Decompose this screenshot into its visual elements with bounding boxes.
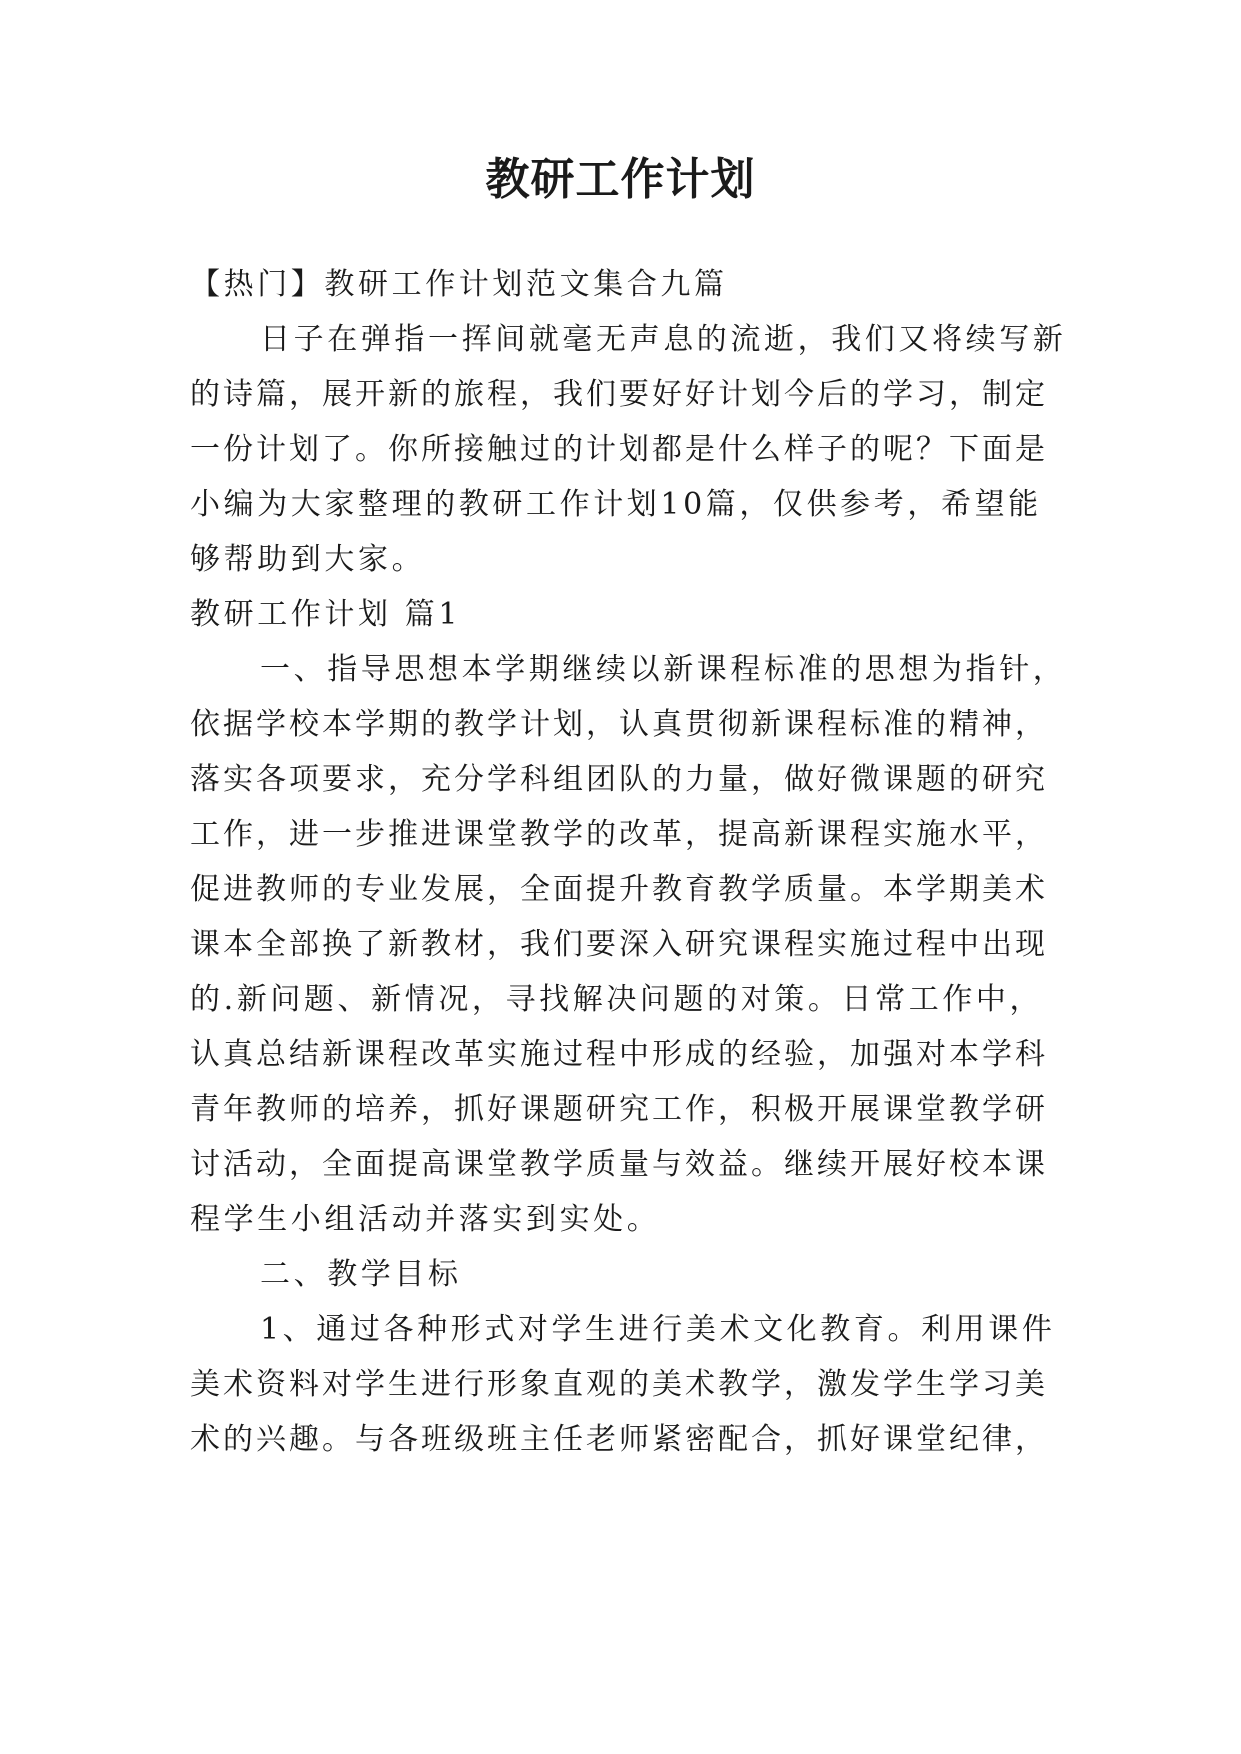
- text-line: 够帮助到大家。: [190, 542, 426, 577]
- text-line: 的诗篇，展开新的旅程，我们要好好计划今后的学习，制定: [190, 377, 1048, 412]
- section-heading: 二、教学目标: [260, 1257, 462, 1292]
- text-line: 1、通过各种形式对学生进行美术文化教育。利用课件: [260, 1312, 1056, 1347]
- text-line: 的.新问题、新情况，寻找解决问题的对策。日常工作中，: [190, 982, 1044, 1017]
- text-line: 工作，进一步推进课堂教学的改革，提高新课程实施水平，: [190, 817, 1048, 852]
- text-line: 一、指导思想本学期继续以新课程标准的思想为指针，: [260, 652, 1067, 687]
- text-line: 小编为大家整理的教研工作计划10篇，仅供参考，希望能: [190, 487, 1042, 522]
- text-line: 讨活动，全面提高课堂教学质量与效益。继续开展好校本课: [190, 1147, 1048, 1182]
- section-heading: 教研工作计划 篇1: [190, 597, 462, 632]
- text-line: 认真总结新课程改革实施过程中形成的经验，加强对本学科: [190, 1037, 1048, 1072]
- subtitle-line: 【热门】教研工作计划范文集合九篇: [190, 267, 728, 302]
- text-line: 促进教师的专业发展，全面提升教育教学质量。本学期美术: [190, 872, 1048, 907]
- text-line: 一份计划了。你所接触过的计划都是什么样子的呢？下面是: [190, 432, 1048, 467]
- document-title: 教研工作计划: [485, 154, 756, 205]
- text-line: 青年教师的培养，抓好课题研究工作，积极开展课堂教学研: [190, 1092, 1048, 1127]
- text-line: 落实各项要求，充分学科组团队的力量，做好微课题的研究: [190, 762, 1048, 797]
- text-line: 依据学校本学期的教学计划，认真贯彻新课程标准的精神，: [190, 707, 1048, 742]
- text-line: 美术资料对学生进行形象直观的美术教学，激发学生学习美: [190, 1367, 1048, 1402]
- text-line: 日子在弹指一挥间就毫无声息的流逝，我们又将续写新: [260, 322, 1067, 357]
- text-line: 课本全部换了新教材，我们要深入研究课程实施过程中出现: [190, 927, 1048, 962]
- text-line: 术的兴趣。与各班级班主任老师紧密配合，抓好课堂纪律，: [190, 1422, 1048, 1457]
- text-line: 程学生小组活动并落实到实处。: [190, 1202, 661, 1237]
